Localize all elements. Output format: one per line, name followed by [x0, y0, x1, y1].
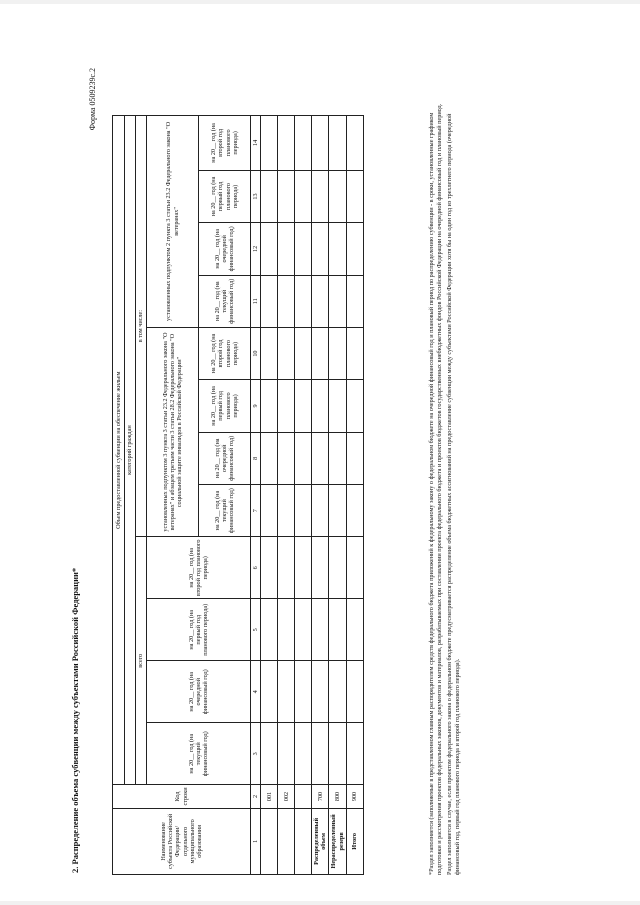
- value-cell: [346, 275, 363, 327]
- value-cell: [346, 380, 363, 432]
- row-code: 800: [329, 785, 346, 809]
- row-name: Нераспределенный резерв: [329, 808, 346, 874]
- value-cell: [329, 723, 346, 785]
- row-code: 002: [278, 785, 295, 809]
- value-cell: [261, 484, 278, 536]
- value-cell: [346, 432, 363, 484]
- value-cell: [346, 599, 363, 661]
- col-number: 6: [251, 537, 261, 599]
- value-cell: [261, 723, 278, 785]
- row-code: 900: [346, 785, 363, 809]
- group-a-year-current: на 20__ год (на текущий финансовый год): [199, 484, 251, 536]
- total-year-current: на 20__ год (на текущий финансовый год): [147, 723, 251, 785]
- value-cell: [329, 599, 346, 661]
- value-cell: [346, 723, 363, 785]
- value-cell: [312, 223, 329, 275]
- value-cell: [261, 661, 278, 723]
- footnote-2: Раздел заполняется в случае, если проектом федерального закона о федеральном бюджете предусматривается распределение объема бюджетных ассигнований на предоставление субвенции между субъектами Российской Федерации хотя бы на один год из трехлетнего периода (очередной финансовый год, первый год планового периода и второй год планового периода).: [445, 113, 462, 875]
- total-year-next: на 20__ год (на очередной финансовый год): [147, 661, 251, 723]
- value-cell: [329, 537, 346, 599]
- value-cell: [312, 484, 329, 536]
- row-code: 001: [261, 785, 278, 809]
- value-cell: [261, 170, 278, 222]
- value-cell: [312, 432, 329, 484]
- col-number: 2: [251, 785, 261, 809]
- value-cell: [295, 484, 312, 536]
- value-cell: [329, 116, 346, 171]
- table-row: [278, 116, 295, 875]
- value-cell: [312, 327, 329, 379]
- row-name: Итого: [346, 808, 363, 874]
- value-cell: [278, 223, 295, 275]
- value-cell: [312, 170, 329, 222]
- value-cell: [295, 223, 312, 275]
- value-cell: [278, 432, 295, 484]
- value-cell: [295, 432, 312, 484]
- rotated-sheet: [50, 60, 530, 875]
- value-cell: [278, 327, 295, 379]
- value-cell: [261, 432, 278, 484]
- code-column-header: Код строки: [113, 785, 251, 809]
- value-cell: [329, 484, 346, 536]
- form-code: Форма 0509239с.2: [88, 68, 97, 131]
- value-cell: [295, 275, 312, 327]
- row-name: [295, 808, 312, 874]
- distribution-table: [112, 115, 364, 875]
- value-cell: [278, 170, 295, 222]
- col-number: 10: [251, 327, 261, 379]
- value-cell: [312, 723, 329, 785]
- footnotes: [428, 85, 463, 875]
- group-a-year-first: на 20__ год (на первый год планового периода): [199, 380, 251, 432]
- group-a-header: установленных подпунктом 3 пункта 3 статьи 23.2 Федерального закона "О ветеранах" и абзацем третьим части 3 статьи 28.2 Федерального закона "О социальной защите инвалидов в Российской Федерации": [147, 327, 199, 536]
- value-cell: [261, 380, 278, 432]
- value-cell: [261, 599, 278, 661]
- value-cell: [261, 223, 278, 275]
- section-title: 2. Распределение объема субвенции между субъектами Российской Федерации*: [70, 567, 80, 873]
- col-number: 14: [251, 116, 261, 171]
- value-cell: [295, 116, 312, 171]
- scan-edge-bottom: [0, 901, 640, 905]
- col-number: 3: [251, 723, 261, 785]
- value-cell: [346, 116, 363, 171]
- table-row: [329, 116, 346, 875]
- table-row: [346, 116, 363, 875]
- col-number: 11: [251, 275, 261, 327]
- value-cell: [312, 661, 329, 723]
- value-cell: [329, 661, 346, 723]
- value-cell: [295, 537, 312, 599]
- col-number: 1: [251, 808, 261, 874]
- value-cell: [295, 599, 312, 661]
- group-b-year-second: на 20__ год (на второй год планового периода): [199, 116, 251, 171]
- col-number: 8: [251, 432, 261, 484]
- value-cell: [329, 380, 346, 432]
- group-b-year-first: на 20__ год (на первый год планового периода): [199, 170, 251, 222]
- value-cell: [261, 275, 278, 327]
- col-number: 9: [251, 380, 261, 432]
- value-cell: [278, 537, 295, 599]
- value-cell: [261, 537, 278, 599]
- value-cell: [278, 723, 295, 785]
- table-row: [261, 116, 278, 875]
- col-number: 5: [251, 599, 261, 661]
- value-cell: [295, 661, 312, 723]
- value-cell: [295, 723, 312, 785]
- value-cell: [312, 116, 329, 171]
- group-b-year-current: на 20__ год (на текущий финансовый год): [199, 275, 251, 327]
- total-year-second: на 20__ год (на второй год планового периода): [147, 537, 251, 599]
- col-number: 12: [251, 223, 261, 275]
- value-cell: [278, 484, 295, 536]
- value-cell: [295, 327, 312, 379]
- group-b-year-next: на 20__ год (на очередной финансовый год): [199, 223, 251, 275]
- value-cell: [312, 599, 329, 661]
- col-number: 13: [251, 170, 261, 222]
- name-column-header: Наименование субъекта Российской Федерации/ отдельного муниципального образования: [113, 808, 251, 874]
- value-cell: [278, 599, 295, 661]
- value-cell: [278, 380, 295, 432]
- group-a-year-second: на 20__ год (на второй год планового периода): [199, 327, 251, 379]
- value-cell: [346, 327, 363, 379]
- group-b-header: установленных подпунктом 2 пункта 3 статьи 23.2 Федерального закона "О ветеранах": [147, 116, 199, 328]
- value-cell: [312, 275, 329, 327]
- value-cell: [312, 380, 329, 432]
- value-cell: [278, 275, 295, 327]
- row-code: 700: [312, 785, 329, 809]
- value-cell: [346, 661, 363, 723]
- table-row: [312, 116, 329, 875]
- value-cell: [329, 275, 346, 327]
- row-name: Распределенный объем: [312, 808, 329, 874]
- value-cell: [278, 661, 295, 723]
- value-cell: [346, 484, 363, 536]
- value-cell: [261, 116, 278, 171]
- value-cell: [312, 537, 329, 599]
- table-row: [295, 116, 312, 875]
- value-cell: [346, 537, 363, 599]
- col-number: 4: [251, 661, 261, 723]
- value-cell: [295, 170, 312, 222]
- value-cell: [329, 223, 346, 275]
- value-cell: [295, 380, 312, 432]
- total-year-first: на 20__ год (на первый год планового периода): [147, 599, 251, 661]
- value-cell: [329, 327, 346, 379]
- row-name: [261, 808, 278, 874]
- value-cell: [329, 170, 346, 222]
- value-cell: [346, 170, 363, 222]
- scan-edge-top: [0, 0, 640, 4]
- value-cell: [278, 116, 295, 171]
- col-number: 7: [251, 484, 261, 536]
- value-cell: [329, 432, 346, 484]
- categories-header: категорий граждан: [125, 116, 136, 785]
- row-code: [295, 785, 312, 809]
- value-cell: [261, 327, 278, 379]
- value-cell: [346, 223, 363, 275]
- total-header: всего: [136, 537, 147, 785]
- group-a-year-next: на 20__ год (на очередной финансовый год): [199, 432, 251, 484]
- footnote-1: *Раздел заполняется (заполняемые в представленном главным распорядителем средств федерального бюджета приложений к федеральному закону о федеральном бюджете на очередной финансовый год и плановый период по распределению субвенции - в сроки, установленные графиком подготовки и рассмотрения проектов федеральных законов, документов и материалов, разрабатываемых при составлении проекта федерального бюджета и проектов бюджетов государственных внебюджетных фондов Российской Федерации на очередной финансовый год и плановый период.: [428, 103, 444, 875]
- volume-header: Объем предоставленной субвенции на обеспечение жильем: [113, 116, 125, 785]
- row-name: [278, 808, 295, 874]
- including-header: в том числе:: [136, 116, 147, 537]
